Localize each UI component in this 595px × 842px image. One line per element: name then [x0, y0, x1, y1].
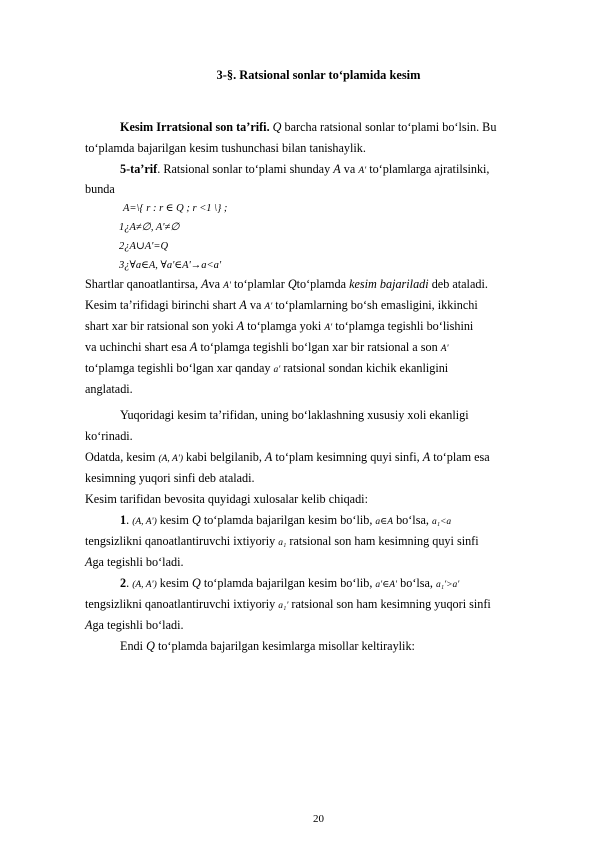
final-line [120, 639, 415, 654]
cut-notation: (A, A') [132, 517, 157, 527]
symbol-A: A [189, 340, 198, 354]
symbol-Q: Q [272, 120, 282, 134]
symbol-a1: a₁ [278, 538, 287, 548]
text: tengsizlikni qanoatlantiruvchi ixtiyoriy [85, 534, 279, 548]
symbol-A-prime: A' [264, 302, 273, 312]
text: . [126, 513, 133, 527]
text: Endi [120, 639, 147, 653]
section-heading: Kesim Irratsional son ta’rifi. [120, 120, 270, 134]
text: ga tegishli bo‘ladi. [92, 555, 184, 569]
para1-line2: to‘plamda bajarilgan kesim tushunchasi bilan tanishaylik. [85, 141, 366, 155]
text: barcha ratsional sonlar to‘plami bo‘lsin. Bu [281, 120, 497, 134]
condition: a'∈A' [375, 580, 398, 590]
symbol-A-prime: A [85, 618, 93, 632]
symbol-A-prime: A' [223, 281, 231, 291]
para2-line1 [85, 277, 488, 294]
text: to‘plamda bajarilgan kesim bo‘lib, [200, 576, 376, 590]
text: shart xar bir ratsional son yoki [85, 319, 237, 333]
text: to‘plam kesimning quyi sinfi, [272, 450, 423, 464]
item1-line2 [85, 534, 479, 551]
para3-line2: ko‘rinadi. [85, 429, 133, 443]
text: kesim [156, 513, 192, 527]
text: to‘plamda bajarilgan kesimlarga misollar keltiraylik: [154, 639, 415, 653]
text: ratsional son ham kesimning yuqori sinfi [288, 597, 491, 611]
symbol-Q: Q [287, 277, 297, 291]
text: va [246, 298, 265, 312]
para4-line3: Kesim tarifidan bevosita quyidagi xulosalar kelib chiqadi: [85, 492, 368, 506]
item2-line3 [85, 618, 184, 633]
text: va uchinchi shart esa [85, 340, 190, 354]
condition-3: 3¿∀a∈A, ∀a'∈A'→a<a' [119, 260, 222, 271]
para3-line1: Yuqoridagi kesim ta’rifidan, uning bo‘laklashning xususiy xoli ekanligi [120, 408, 469, 422]
para2-line3 [85, 319, 473, 336]
text: . Ratsional sonlar to‘plami shunday [157, 162, 334, 176]
symbol-Q: Q [146, 639, 155, 653]
condition: a∈A [375, 517, 394, 527]
page-title: 3-§. Ratsional sonlar to‘plamida kesim [216, 68, 421, 82]
symbol-Q: Q [191, 576, 201, 590]
symbol-A-prime: A' [358, 166, 367, 176]
text: Shartlar qanoatlantirsa, [85, 277, 202, 291]
text: ratsional sondan kichik ekanligini [280, 361, 449, 375]
symbol-A-prime: A [422, 450, 431, 464]
definition-label: 5-ta’rif [120, 162, 158, 176]
definition-line1 [120, 162, 489, 179]
symbol-A: A [264, 450, 273, 464]
text: Kesim ta’rifidagi birinchi shart [85, 298, 240, 312]
item2-line1 [120, 576, 459, 593]
page-number: 20 [313, 813, 324, 825]
item-number: 2 [120, 576, 127, 590]
cut-notation: (A, A') [158, 454, 183, 464]
para2-line4 [85, 340, 449, 357]
text: va [208, 277, 224, 291]
text: to‘plamga tegishli bo‘lishini [332, 319, 474, 333]
text: to‘plamga yoki [244, 319, 325, 333]
text: Odatda, kesim [85, 450, 159, 464]
symbol-A: A [85, 555, 93, 569]
text: bo‘lsa, [397, 576, 437, 590]
symbol-a1-prime: a₁' [278, 601, 289, 611]
text: . [126, 576, 133, 590]
text: to‘plamga tegishli bo‘lgan xar bir ratsional a son [197, 340, 441, 354]
text: kabi belgilanib, [183, 450, 265, 464]
para1-line1 [120, 120, 496, 135]
inequality: a₁'>a' [436, 580, 460, 590]
formula-set-A: A=\{ r : r ∈ Q ; r <1 \} ; [123, 203, 228, 214]
text: to‘plam esa [430, 450, 490, 464]
text: va [340, 162, 359, 176]
definition-line2: bunda [85, 182, 115, 196]
symbol-A: A [239, 298, 247, 312]
text: to‘plamda bajarilgan kesim bo‘lib, [200, 513, 376, 527]
para4-line2: kesimning yuqori sinfi deb ataladi. [85, 471, 255, 485]
symbol-A: A [236, 319, 245, 333]
text: to‘plamlar [230, 277, 288, 291]
item1-line1 [120, 513, 451, 530]
text: tengsizlikni qanoatlantiruvchi ixtiyoriy [85, 597, 279, 611]
text: to‘plamlarning bo‘sh emasligini, ikkinchi [272, 298, 478, 312]
text: to‘plamga tegishli bo‘lgan xar qanday [85, 361, 274, 375]
condition-1: 1¿A≠∅, A'≠∅ [119, 222, 180, 233]
text: ga tegishli bo‘ladi. [92, 618, 184, 632]
text: to‘plamda [296, 277, 350, 291]
text: to‘plamlarga ajratilsinki, [366, 162, 490, 176]
para2-line5 [85, 361, 448, 378]
emphasis-kesim: kesim bajariladi [349, 277, 429, 291]
symbol-A-prime: A' [324, 323, 333, 333]
item-number: 1 [120, 513, 127, 527]
symbol-Q: Q [191, 513, 201, 527]
cut-notation: (A, A') [132, 580, 157, 590]
symbol-a-prime: a' [273, 365, 281, 375]
para2-line2 [85, 298, 478, 315]
text: deb ataladi. [428, 277, 488, 291]
text: ratsional son ham kesimning quyi sinfi [286, 534, 479, 548]
para4-line1 [85, 450, 490, 467]
inequality: a₁<a [431, 517, 452, 527]
symbol-A: A [333, 162, 341, 176]
item1-line3 [85, 555, 184, 570]
condition-2: 2¿A∪A'=Q [119, 241, 169, 252]
text: bo‘lsa, [393, 513, 432, 527]
symbol-A-prime: A' [440, 344, 449, 354]
item2-line2 [85, 597, 491, 614]
text: kesim [156, 576, 192, 590]
symbol-A: A [201, 277, 209, 291]
para2-line6: anglatadi. [85, 382, 133, 396]
